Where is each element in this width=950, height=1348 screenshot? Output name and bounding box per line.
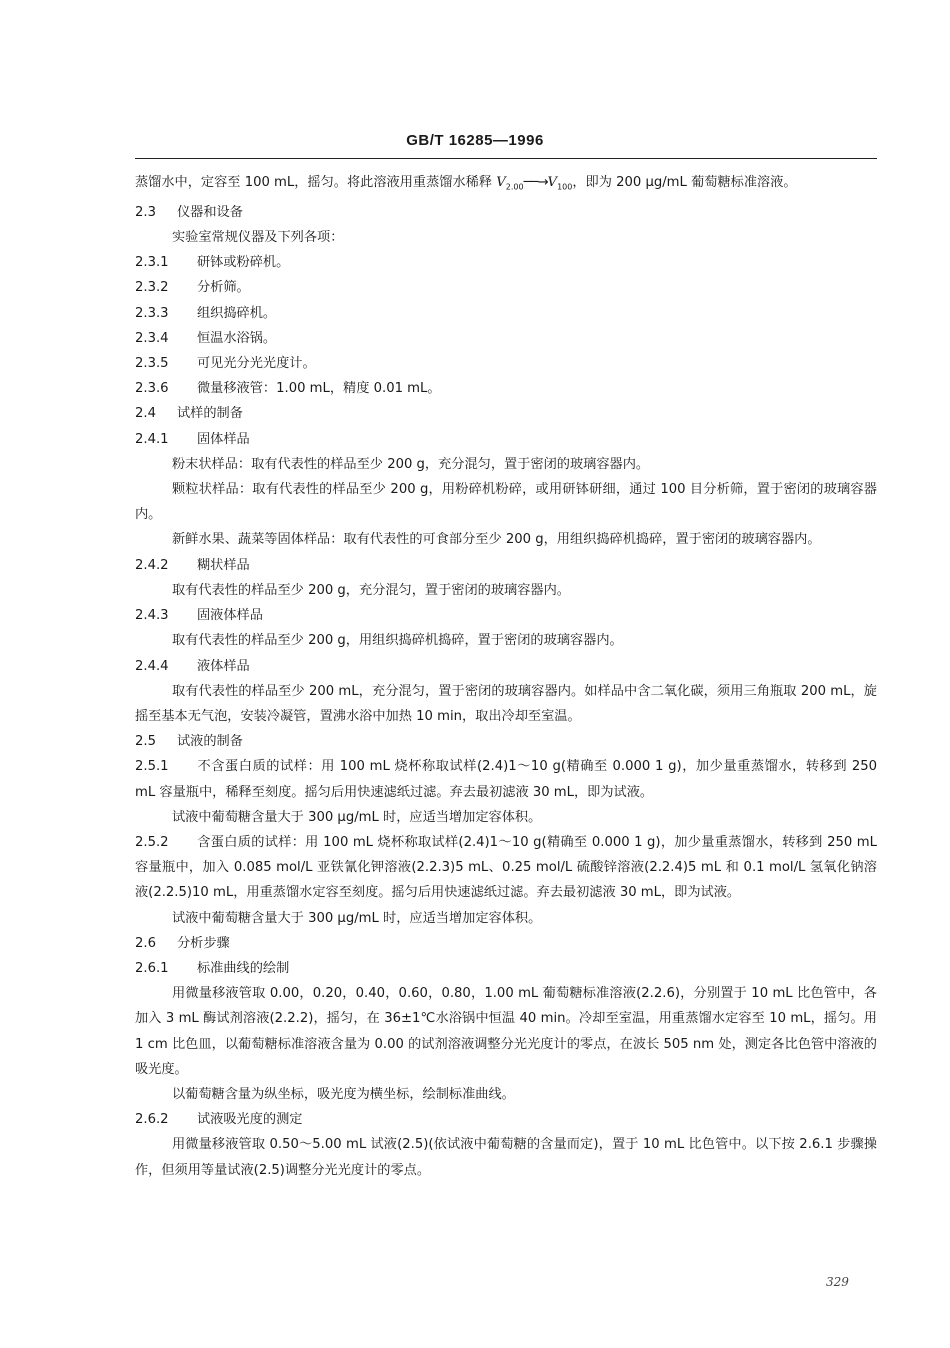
section-heading-2-4-4 <box>135 654 877 679</box>
item-text: 研钵或粉碎机。 <box>197 255 290 271</box>
document-body <box>135 170 877 1183</box>
list-item <box>135 275 877 300</box>
section-text: 不含蛋白质的试样：用 100 mL 烧杯称取试样(2.4)1～10 g(精确至 0.000 1 g)，加少量重蒸馏水，转移到 250 mL 容量瓶中，稀释至刻度。摇匀后用快速滤纸过滤。弃去最初滤液 30 mL，即为试液。 <box>135 759 877 800</box>
item-number: 2.3.1 <box>135 255 169 271</box>
intro-paragraph <box>135 170 877 200</box>
section-heading-2-5 <box>135 729 877 754</box>
section-text: 含蛋白质的试样：用 100 mL 烧杯称取试样(2.4)1～10 g(精确至 0.000 1 g)，加少量重蒸馏水，转移到 250 mL 容量瓶中，加入 0.085 mol/L 亚铁氰化钾溶液(2.2.3)5 mL、0.25 mol/L 硫酸锌溶液(2.2.4)5 mL 和 0.1 mol/L 氢氧化钠溶液(2.2.5)10 mL，用重蒸馏水定容至刻度。摇匀后用快速滤纸过滤。弃去最初滤液 30 mL，即为试液。 <box>135 834 877 901</box>
item-text: 组织捣碎机。 <box>197 305 277 321</box>
section-heading-2-4-3 <box>135 603 877 628</box>
section-title: 标准曲线的绘制 <box>197 960 290 976</box>
paragraph: 取有代表性的样品至少 200 mL，充分混匀，置于密闭的玻璃容器内。如样品中含二氧化碳，须用三角瓶取 200 mL，旋摇至基本无气泡，安装冷凝管，置沸水浴中加热 10 min，取出冷却至室温。 <box>135 683 877 724</box>
section-title: 分析步骤 <box>177 935 230 951</box>
volume-symbol-2: V <box>547 175 558 190</box>
page-number: 329 <box>826 1275 849 1289</box>
item-text: 恒温水浴锅。 <box>197 330 277 346</box>
paragraph: 取有代表性的样品至少 200 g，充分混匀，置于密闭的玻璃容器内。 <box>172 582 570 598</box>
volume-symbol-1: V <box>496 175 506 190</box>
paragraph: 取有代表性的样品至少 200 g，用组织捣碎机捣碎，置于密闭的玻璃容器内。 <box>172 633 623 649</box>
section-heading-2-4-1 <box>135 427 877 452</box>
section-number: 2.6 <box>135 935 156 951</box>
page-header <box>0 132 950 149</box>
list-item <box>135 376 877 401</box>
paragraph: 颗粒状样品：取有代表性的样品至少 200 g，用粉碎机粉碎，或用研钵研细，通过 100 目分析筛，置于密闭的玻璃容器内。 <box>135 482 877 523</box>
paragraph: 用微量移液管取 0.00，0.20，0.40，0.60，0.80，1.00 mL 葡萄糖标准溶液(2.2.6)，分别置于 10 mL 比色管中，各加入 3 mL 酶试剂溶液(2.2.2)，摇匀，在 36±1℃水浴锅中恒温 40 min。冷却至室温，用重蒸馏水定容至 10 mL，摇匀。用 1 cm 比色皿，以葡萄糖标准溶液含量为 0.00 的试剂溶液调整分光光度计的零点，在波长 505 nm 处，测定各比色管中溶液的吸光度。 <box>135 986 877 1077</box>
item-text: 微量移液管：1.00 mL，精度 0.01 mL。 <box>197 381 441 397</box>
item-text: 可见光分光光度计。 <box>197 356 316 372</box>
volume-subscript-2: 100 <box>557 182 573 192</box>
section-number: 2.5.1 <box>135 759 169 775</box>
section-number: 2.4.4 <box>135 658 169 674</box>
item-number: 2.3.5 <box>135 356 169 372</box>
list-item <box>135 250 877 275</box>
intro-text-b: ，即为 200 μg/mL 葡萄糖标准溶液。 <box>572 175 797 190</box>
paragraph: 试液中葡萄糖含量大于 300 μg/mL 时，应适当增加定容体积。 <box>172 910 542 926</box>
section-number: 2.3 <box>135 204 156 220</box>
section-heading-2-3 <box>135 200 877 225</box>
list-item <box>135 326 877 351</box>
paragraph: 用微量移液管取 0.50～5.00 mL 试液(2.5)(依试液中葡萄糖的含量而定)，置于 10 mL 比色管中。以下按 2.6.1 步骤操作，但须用等量试液(2.5)调整分光光度计的零点。 <box>135 1137 877 1178</box>
section-heading-2-4-2 <box>135 553 877 578</box>
list-item <box>135 301 877 326</box>
item-number: 2.3.6 <box>135 381 169 397</box>
paragraph: 以葡萄糖含量为纵坐标，吸光度为横坐标，绘制标准曲线。 <box>172 1086 515 1102</box>
section-number: 2.6.1 <box>135 960 169 976</box>
paragraph: 新鲜水果、蔬菜等固体样品：取有代表性的可食部分至少 200 g，用组织捣碎机捣碎，置于密闭的玻璃容器内。 <box>172 532 821 548</box>
section-title: 试液吸光度的测定 <box>197 1112 303 1128</box>
paragraph: 粉末状样品：取有代表性的样品至少 200 g，充分混匀，置于密闭的玻璃容器内。 <box>172 456 650 472</box>
section-title: 试样的制备 <box>177 406 243 422</box>
standard-id: GB/T 16285—1996 <box>406 132 544 149</box>
section-number: 2.5 <box>135 734 156 750</box>
section-title: 试液的制备 <box>177 734 243 750</box>
section-number: 2.6.2 <box>135 1112 169 1128</box>
section-paragraph-2-5-2 <box>135 830 877 906</box>
item-number: 2.3.3 <box>135 305 169 321</box>
section-title: 仪器和设备 <box>177 204 243 220</box>
section-number: 2.4.2 <box>135 557 169 573</box>
section-heading-2-6-2 <box>135 1107 877 1132</box>
dilution-arrow: ──→ <box>523 175 548 190</box>
section-title: 液体样品 <box>197 658 250 674</box>
section-heading-2-6 <box>135 931 877 956</box>
section-title: 固体样品 <box>197 431 250 447</box>
section-heading-2-6-1 <box>135 956 877 981</box>
paragraph: 实验室常规仪器及下列各项： <box>172 230 344 246</box>
section-title: 糊状样品 <box>197 557 250 573</box>
header-rule <box>135 158 877 159</box>
section-title: 固液体样品 <box>197 608 263 624</box>
item-number: 2.3.2 <box>135 280 169 296</box>
section-number: 2.4.3 <box>135 608 169 624</box>
item-number: 2.3.4 <box>135 330 169 346</box>
section-number: 2.5.2 <box>135 834 169 850</box>
section-number: 2.4.1 <box>135 431 169 447</box>
intro-text-a: 蒸馏水中，定容至 100 mL，摇匀。将此溶液用重蒸馏水稀释 <box>135 175 497 190</box>
paragraph: 试液中葡萄糖含量大于 300 μg/mL 时，应适当增加定容体积。 <box>172 809 542 825</box>
section-paragraph-2-5-1 <box>135 754 877 804</box>
item-text: 分析筛。 <box>197 280 250 296</box>
section-number: 2.4 <box>135 406 156 422</box>
volume-subscript-1: 2.00 <box>505 182 524 192</box>
section-heading-2-4 <box>135 401 877 426</box>
list-item <box>135 351 877 376</box>
